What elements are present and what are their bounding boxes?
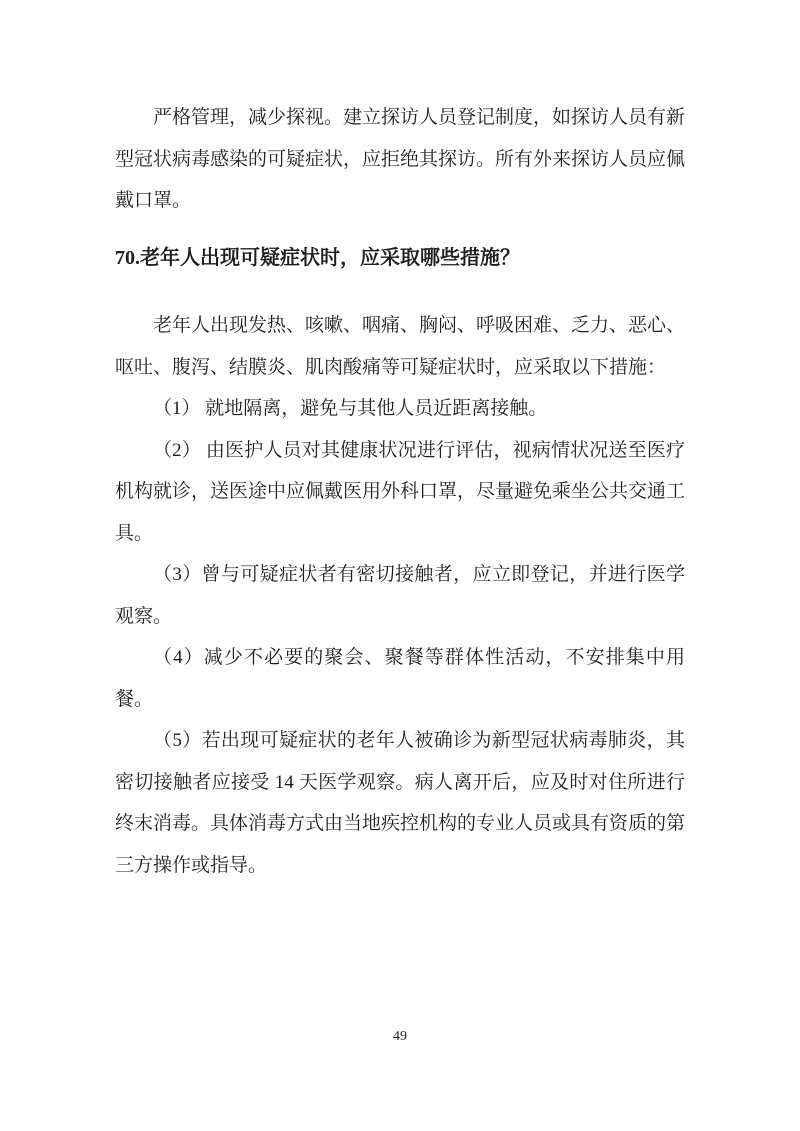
- measure-item-4: （4）减少不必要的聚会、聚餐等群体性活动，不安排集中用餐。: [115, 647, 685, 710]
- measure-item-1: （1） 就地隔离，避免与其他人员近距离接触。: [153, 398, 548, 419]
- measure-item-5: （5）若出现可疑症状的老年人被确诊为新型冠状病毒肺炎，其密切接触者应接受 14 天医学观察。病人离开后，应及时对住所进行终末消毒。具体消毒方式由当地疾控机构的专业人员或具有资质的第三方操作或指导。: [115, 730, 686, 876]
- measure-item-3: （3）曾与可疑症状者有密切接触者，应立即登记，并进行医学观察。: [115, 564, 685, 627]
- page-content: [115, 97, 685, 886]
- intro-paragraph: 严格管理，减少探视。建立探访人员登记制度，如探访人员有新型冠状病毒感染的可疑症状，应拒绝其探访。所有外来探访人员应佩戴口罩。: [115, 107, 686, 211]
- lead-paragraph: 老年人出现发热、咳嗽、咽痛、胸闷、呼吸困难、乏力、恶心、呕吐、腹泻、结膜炎、肌肉酸痛等可疑症状时，应采取以下措施：: [115, 315, 686, 378]
- section-heading-q70: 70.老年人出现可疑症状时，应采取哪些措施？: [115, 246, 520, 269]
- page-number-footer: 49: [393, 1029, 407, 1044]
- measure-item-2: （2） 由医护人员对其健康状况进行评估，视病情状况送至医疗机构就诊，送医途中应佩戴医用外科口罩，尽量避免乘坐公共交通工具。: [115, 439, 686, 544]
